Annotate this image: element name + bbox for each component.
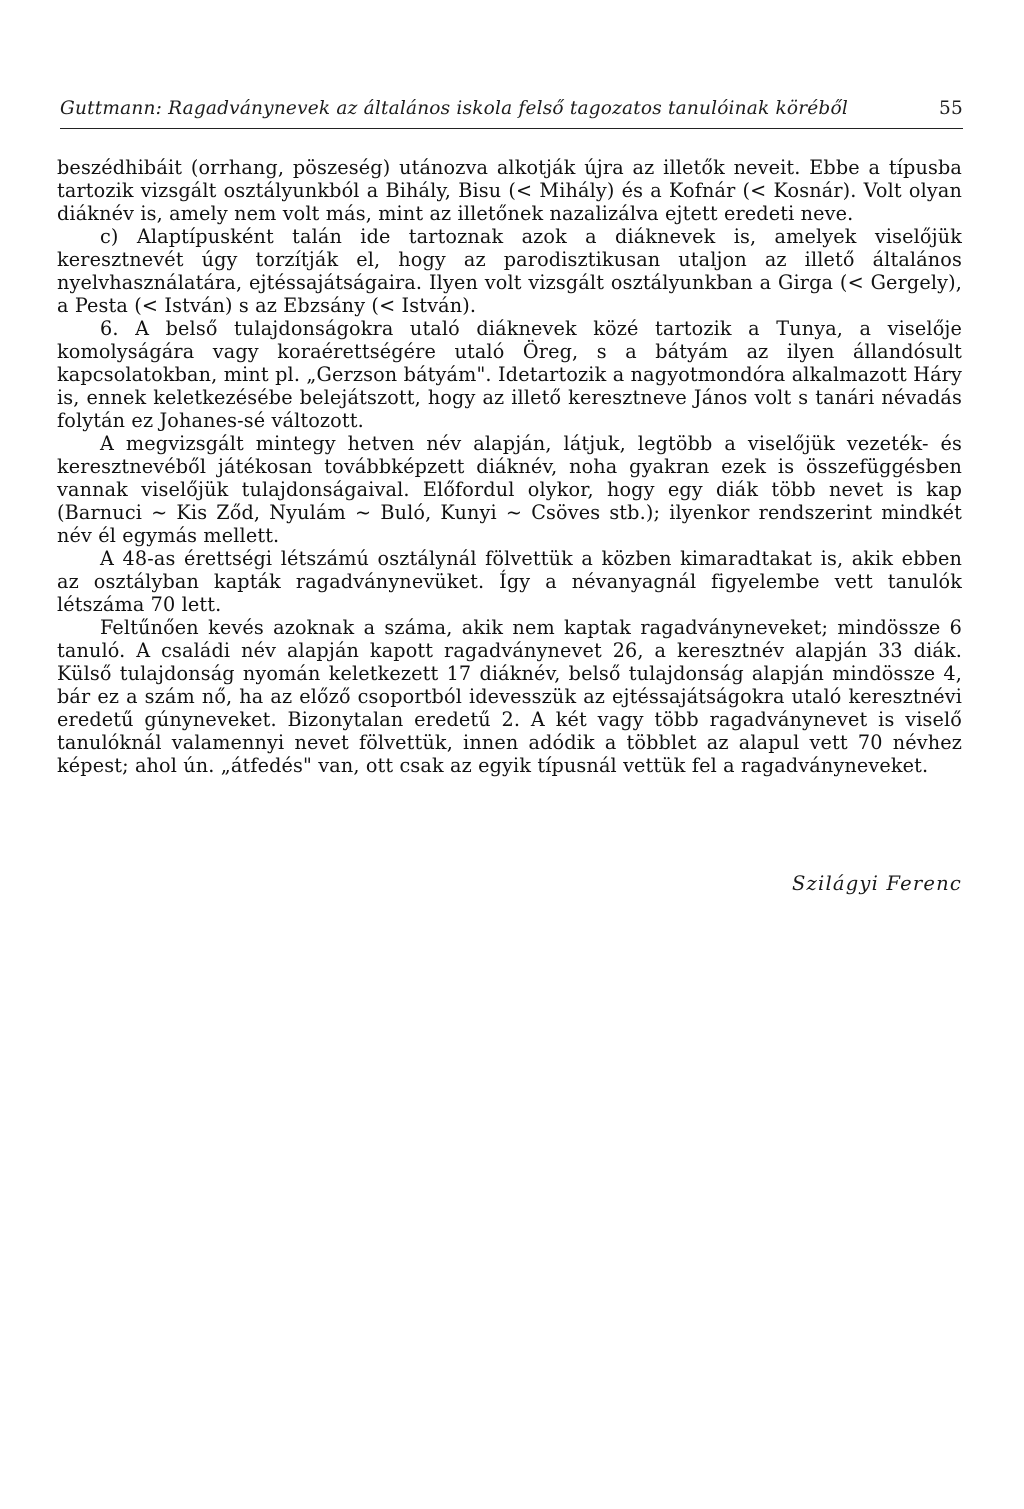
paragraph-5: A 48-as érettségi létszámú osztálynál fölvettük a közben kimaradtakat is, akik ebben az osztályban kapták ragadványnevüket. Így a névanyagnál figyelembe vett tanulók létszáma 70 lett. <box>57 547 962 616</box>
article-body <box>57 156 962 777</box>
page-number: 55 <box>939 98 963 119</box>
paragraph-2: c) Alaptípusként talán ide tartoznak azok a diáknevek is, amelyek viselőjük keresztnevét úgy torzítják el, hogy az parodisztikusan utaljon az illető általános nyelvhasználatára, ejtéssajátságaira. Ilyen volt vizsgált osztályunkban a Girga (< Gergely), a Pesta (< István) s az Ebzsány (< István). <box>57 225 962 317</box>
author-signature: Szilágyi Ferenc <box>791 872 962 895</box>
running-header <box>60 98 963 129</box>
paragraph-1: beszédhibáit (orrhang, pöszeség) utánozva alkotják újra az illetők neveit. Ebbe a típusba tartozik vizsgált osztályunkból a Bihály, Bisu (< Mihály) és a Kofnár (< Kosnár). Volt olyan diáknév is, amely nem volt más, mint az illetőnek nazalizálva ejtett eredeti neve. <box>57 156 962 225</box>
paragraph-4: A megvizsgált mintegy hetven név alapján, látjuk, legtöbb a viselőjük vezeték- és keresztnevéből játékosan továbbképzett diáknév, noha gyakran ezek is összefüggésben vannak viselőjük tulajdonságaival. Előfordul olykor, hogy egy diák több nevet is kap (Barnuci ~ Kis Ződ, Nyulám ~ Buló, Kunyi ~ Csöves stb.); ilyenkor rendszerint mindkét név él egymás mellett. <box>57 432 962 547</box>
running-title: Guttmann: Ragadványnevek az általános iskola felső tagozatos tanulóinak köréből <box>60 98 848 119</box>
paragraph-3: 6. A belső tulajdonságokra utaló diáknevek közé tartozik a Tunya, a viselője komolyságára vagy koraérettségére utaló Öreg, s a bátyám az ilyen állandósult kapcsolatokban, mint pl. „Gerzson bátyám". Idetartozik a nagyotmondóra alkalmazott Háry is, ennek keletkezésébe belejátszott, hogy az illető keresztneve János volt s tanári névadás folytán ez Johanes-sé változott. <box>57 317 962 432</box>
paragraph-6: Feltűnően kevés azoknak a száma, akik nem kaptak ragadványneveket; mindössze 6 tanuló. A családi név alapján kapott ragadványnevet 26, a keresztnév alapján 33 diák. Külső tulajdonság nyomán keletkezett 17 diáknév, belső tulajdonság alapján mindössze 4, bár ez a szám nő, ha az előző csoportból idevesszük az ejtéssajátságokra utaló keresztnévi eredetű gúnyneveket. Bizonytalan eredetű 2. A két vagy több ragadványnevet is viselő tanulóknál valamennyi nevet fölvettük, innen adódik a többlet az alapul vett 70 névhez képest; ahol ún. „átfedés" van, ott csak az egyik típusnál vettük fel a ragadványneveket. <box>57 616 962 777</box>
